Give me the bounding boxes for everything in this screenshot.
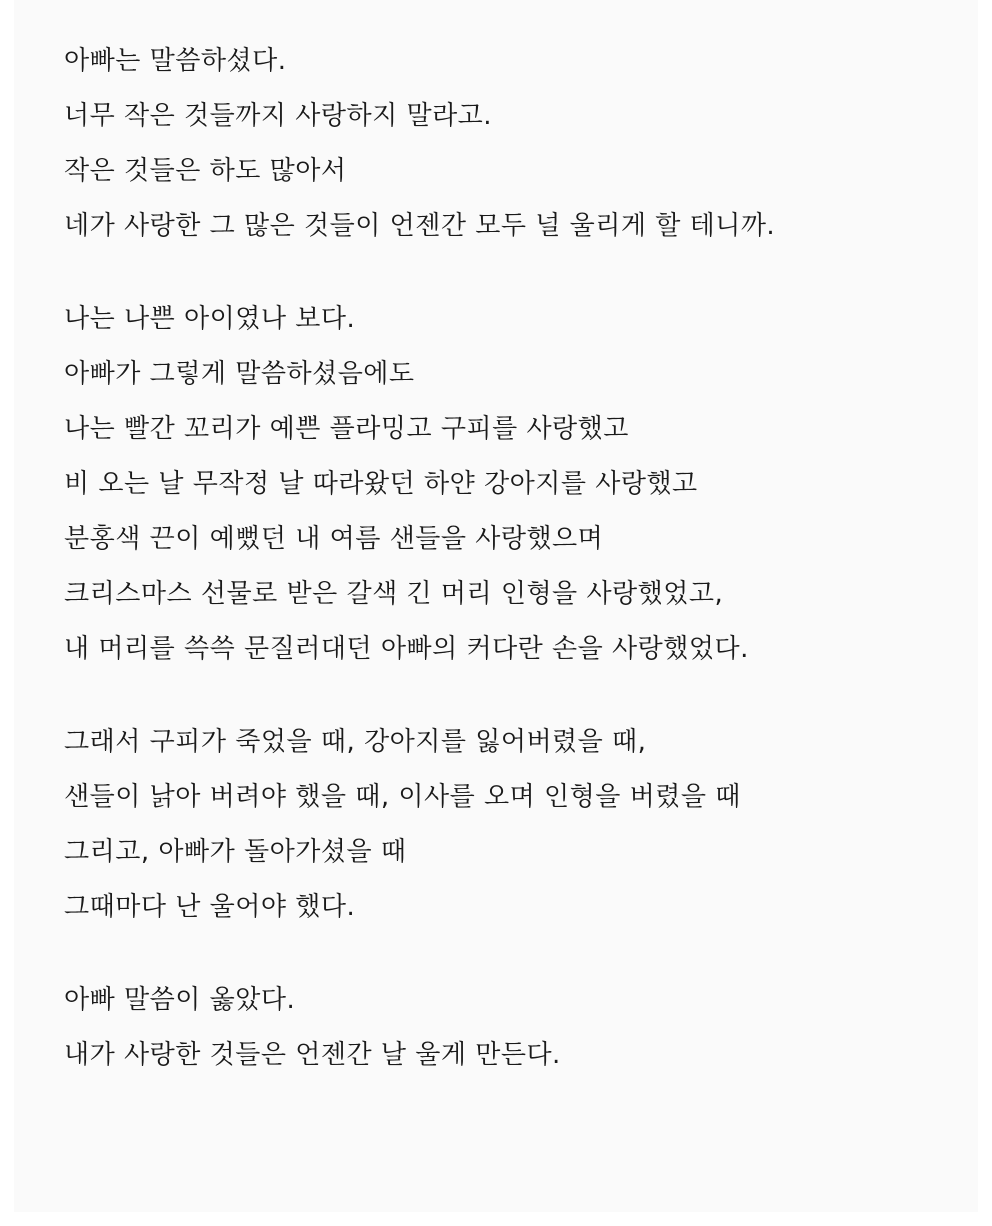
poem-line: 비 오는 날 무작정 날 따라왔던 하얀 강아지를 사랑했고 — [64, 469, 698, 499]
poem-line: 아빠가 그렇게 말씀하셨음에도 — [64, 359, 415, 389]
stanza-3 — [64, 723, 944, 926]
poem-text — [64, 42, 944, 1074]
stanza-1 — [64, 42, 944, 245]
poem-line: 샌들이 낡아 버려야 했을 때, 이사를 오며 인형을 버렸을 때 — [64, 782, 741, 812]
stanza-2 — [64, 300, 944, 668]
poem-line: 나는 나쁜 아이였나 보다. — [64, 304, 356, 334]
document-page — [14, 0, 978, 1212]
poem-line: 내 머리를 쓱쓱 문질러대던 아빠의 커다란 손을 사랑했었다. — [64, 634, 749, 664]
poem-line: 크리스마스 선물로 받은 갈색 긴 머리 인형을 사랑했었고, — [64, 579, 724, 609]
poem-line: 내가 사랑한 것들은 언젠간 날 울게 만든다. — [64, 1040, 561, 1070]
poem-line: 작은 것들은 하도 많아서 — [64, 156, 347, 186]
poem-line: 너무 작은 것들까지 사랑하지 말라고. — [64, 101, 493, 131]
poem-line: 분홍색 끈이 예뻤던 내 여름 샌들을 사랑했으며 — [64, 524, 604, 554]
stanza-4 — [64, 981, 944, 1074]
poem-line: 나는 빨간 꼬리가 예쁜 플라밍고 구피를 사랑했고 — [64, 414, 629, 444]
poem-line: 그때마다 난 울어야 했다. — [64, 892, 356, 922]
poem-line: 그리고, 아빠가 돌아가셨을 때 — [64, 837, 407, 867]
poem-line: 아빠 말씀이 옳았다. — [64, 985, 296, 1015]
poem-line: 아빠는 말씀하셨다. — [64, 46, 287, 76]
poem-line: 그래서 구피가 죽었을 때, 강아지를 잃어버렸을 때, — [64, 727, 647, 757]
poem-line: 네가 사랑한 그 많은 것들이 언젠간 모두 널 울리게 할 테니까. — [64, 211, 776, 241]
